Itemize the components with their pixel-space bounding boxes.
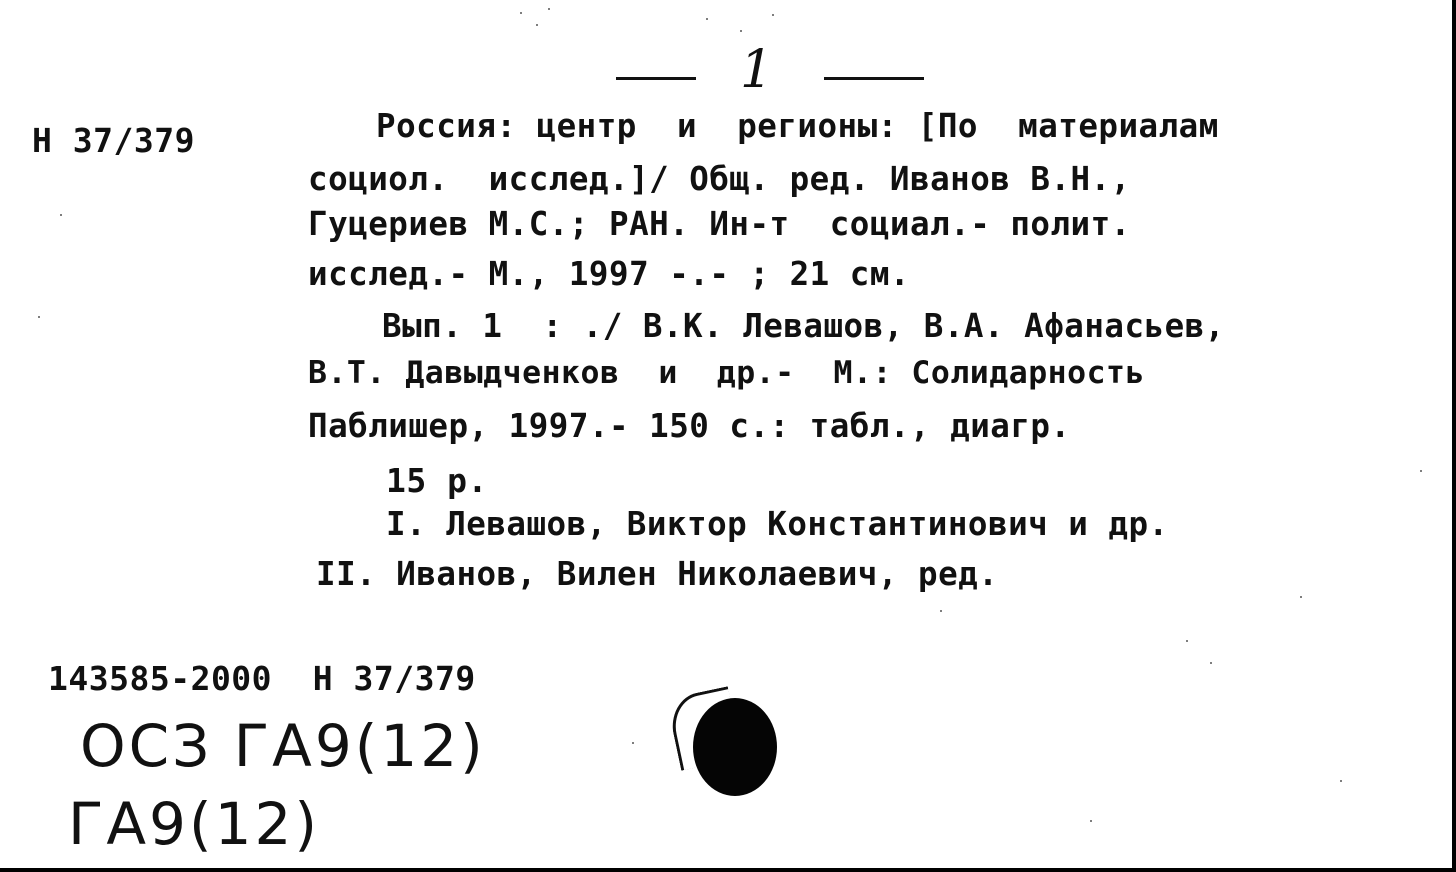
speck (1340, 780, 1342, 782)
accession-number: 143585-2000 Н 37/379 (48, 659, 476, 698)
speck (706, 18, 708, 20)
speck (772, 14, 774, 16)
entry-line-3: Гуцериев М.С.; РАН. Ин-т социал.- полит. (308, 205, 1131, 243)
speck (536, 24, 538, 26)
page-number-value: 1 (740, 40, 774, 100)
speck (940, 610, 942, 612)
shelf-mark: Н 37/379 (32, 121, 195, 160)
page-number-dash-left (616, 77, 696, 80)
entry-line-6: В.Т. Давыдченков и др.- М.: Солидарность (308, 355, 1145, 391)
speck (1186, 640, 1188, 642)
punch-hole (693, 698, 777, 796)
speck (1210, 662, 1212, 664)
handwritten-note-2: ГА9(12) (68, 790, 321, 858)
added-entry-2: II. Иванов, Вилен Николаевич, ред. (316, 555, 999, 593)
entry-line-7: Паблишер, 1997.- 150 с.: табл., диагр. (308, 407, 1071, 445)
speck (520, 12, 522, 14)
speck (632, 742, 634, 744)
price: 15 р. (386, 461, 488, 500)
added-entry-1: I. Левашов, Виктор Константинович и др. (386, 505, 1169, 543)
entry-line-5: Вып. 1 : ./ В.К. Левашов, В.А. Афанасьев, (382, 307, 1225, 345)
speck (60, 214, 62, 216)
page-number-dash-right (824, 77, 924, 80)
speck (1300, 596, 1302, 598)
entry-line-4: исслед.- М., 1997 -.- ; 21 см. (308, 255, 910, 293)
speck (1090, 820, 1092, 822)
page-number (610, 40, 930, 104)
speck (548, 8, 550, 10)
speck (38, 316, 40, 318)
speck (1420, 470, 1422, 472)
entry-line-2: социол. исслед.]/ Общ. ред. Иванов В.Н., (308, 160, 1131, 198)
handwritten-note-1: ОСЗ ГА9(12) (80, 712, 486, 780)
entry-line-1: Россия: центр и регионы: [По материалам (376, 107, 1219, 145)
speck (740, 30, 742, 32)
